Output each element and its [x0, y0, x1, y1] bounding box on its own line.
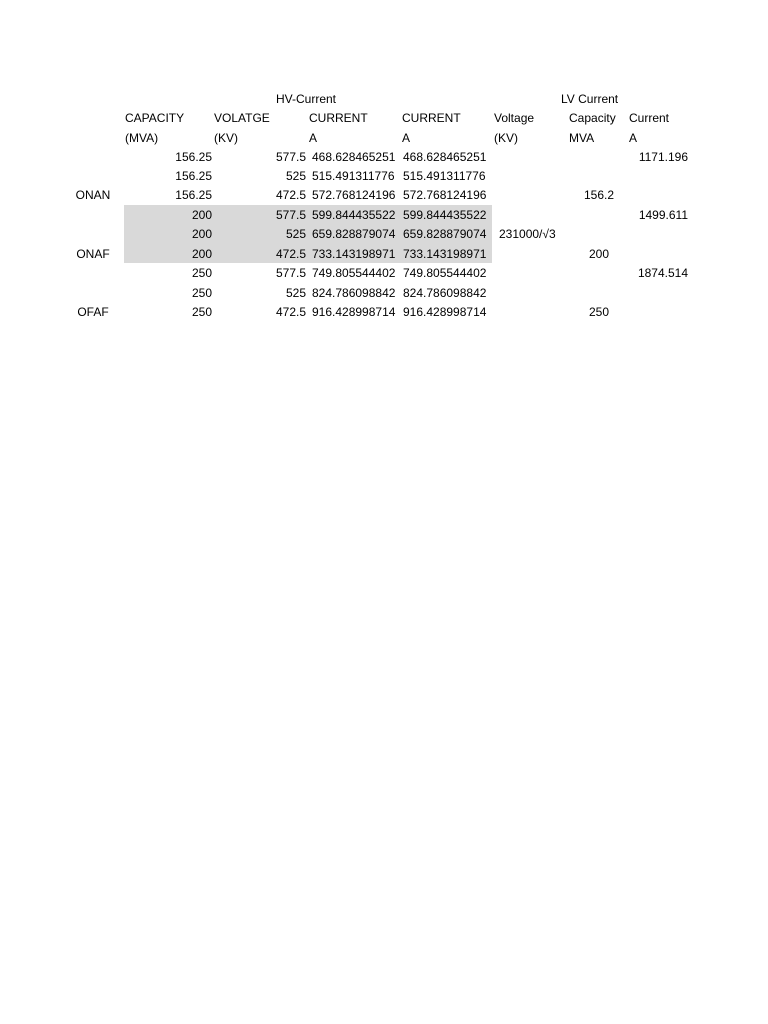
hv-current-cell-2: 515.491311776	[403, 169, 486, 183]
hv-current-cell-1: 599.844435522	[312, 208, 396, 222]
hv-current-cell-2: 916.428998714	[403, 305, 487, 319]
cooling-label-ofaf: OFAF	[77, 305, 109, 319]
hv-current-cell-2: 824.786098842	[403, 286, 487, 300]
capacity-cell: 156.25	[175, 188, 212, 202]
hv-current-cell-1: 916.428998714	[312, 305, 396, 319]
hv-current-header-1: CURRENT	[309, 111, 368, 125]
hv-current-header-2: CURRENT	[402, 111, 461, 125]
voltage-cell: 525	[285, 227, 306, 241]
cooling-label-onan: ONAN	[75, 188, 111, 202]
hv-current-cell-1: 749.805544402	[312, 266, 396, 280]
hv-current-unit-header-2: A	[402, 131, 411, 145]
voltage-cell: 472.5	[275, 305, 306, 319]
capacity-cell: 200	[191, 247, 212, 261]
capacity-cell: 250	[191, 305, 212, 319]
hv-current-cell-2: 468.628465251	[403, 150, 487, 164]
voltage-cell: 472.5	[275, 247, 306, 261]
cooling-label-onaf: ONAF	[76, 247, 110, 261]
lv-current-value: 1171.196	[638, 150, 688, 164]
lv-current-value: 1499.611	[638, 208, 688, 222]
lv-capacity-header: Capacity	[569, 111, 616, 125]
voltage-cell: 577.5	[275, 150, 306, 164]
lv-capacity-value: 250	[588, 305, 610, 319]
capacity-unit-header: (MVA)	[125, 131, 159, 145]
lv-capacity-value: 156.2	[583, 188, 615, 202]
lv-voltage-value: 231000/√3	[499, 227, 556, 241]
voltage-cell: 472.5	[275, 188, 306, 202]
hv-current-cell-1: 733.143198971	[312, 247, 396, 261]
hv-current-cell-2: 659.828879074	[403, 227, 487, 241]
capacity-cell: 200	[191, 208, 212, 222]
lv-current-value: 1874.514	[637, 266, 688, 280]
voltage-unit-header: (KV)	[214, 131, 238, 145]
lv-voltage-unit-header: (KV)	[494, 131, 518, 145]
capacity-cell: 200	[191, 227, 212, 241]
hv-current-cell-2: 572.768124196	[403, 188, 487, 202]
lv-capacity-unit-header: MVA	[569, 131, 595, 145]
capacity-header: CAPACITY	[125, 111, 185, 125]
hv-current-cell-2: 749.805544402	[403, 266, 487, 280]
capacity-cell: 156.25	[175, 169, 212, 183]
hv-current-cell-2: 733.143198971	[403, 247, 487, 261]
hv-current-group-header: HV-Current	[276, 92, 337, 106]
hv-current-cell-1: 659.828879074	[312, 227, 396, 241]
voltage-cell: 577.5	[275, 266, 306, 280]
hv-current-unit-header-1: A	[309, 131, 318, 145]
lv-voltage-header: Voltage	[494, 111, 535, 125]
hv-current-cell-1: 572.768124196	[312, 188, 396, 202]
hv-current-cell-1: 468.628465251	[312, 150, 396, 164]
capacity-cell: 250	[191, 286, 212, 300]
voltage-cell: 525	[285, 169, 306, 183]
lv-current-header: Current	[629, 111, 670, 125]
voltage-cell: 525	[285, 286, 306, 300]
capacity-cell: 250	[191, 266, 212, 280]
hv-current-cell-1: 515.491311776	[312, 169, 395, 183]
lv-current-group-header: LV Current	[561, 92, 619, 106]
lv-current-unit-header: A	[629, 131, 638, 145]
voltage-cell: 577.5	[275, 208, 306, 222]
capacity-cell: 156.25	[175, 150, 212, 164]
hv-current-cell-1: 824.786098842	[312, 286, 396, 300]
hv-current-cell-2: 599.844435522	[403, 208, 487, 222]
voltage-header: VOLATGE	[214, 111, 270, 125]
lv-capacity-value: 200	[588, 247, 610, 261]
